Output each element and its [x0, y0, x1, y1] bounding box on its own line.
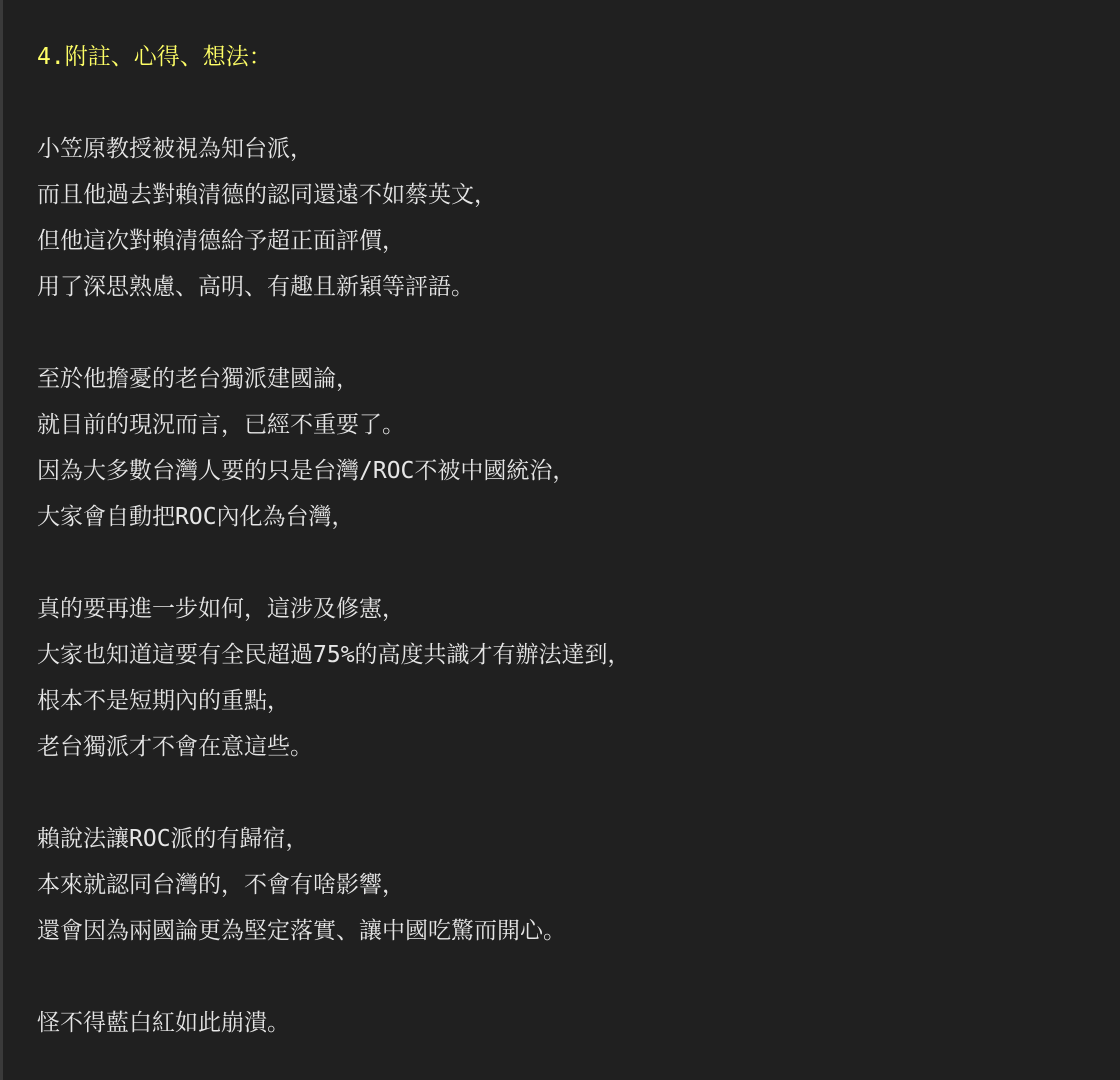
paragraph-5-line-1: 怪不得藍白紅如此崩潰。	[37, 1010, 290, 1036]
paragraph-1-line-4: 用了深思熟慮、高明、有趣且新穎等評語。	[37, 274, 474, 300]
paragraph-2-line-1: 至於他擔憂的老台獨派建國論，	[37, 366, 359, 392]
paragraph-3-line-3: 根本不是短期內的重點，	[37, 688, 290, 714]
paragraph-1-line-2: 而且他過去對賴清德的認同還遠不如蔡英文，	[37, 182, 497, 208]
paragraph-3-line-1: 真的要再進一步如何，這涉及修憲，	[37, 596, 405, 622]
paragraph-2-line-3: 因為大多數台灣人要的只是台灣/ROC不被中國統治，	[37, 458, 576, 484]
blank-line	[37, 310, 1100, 356]
post-body	[37, 34, 1100, 1046]
blank-line	[37, 770, 1100, 816]
paragraph-2-line-2: 就目前的現況而言，已經不重要了。	[37, 412, 405, 438]
paragraph-4-line-3: 還會因為兩國論更為堅定落實、讓中國吃驚而開心。	[37, 918, 566, 944]
paragraph-1-line-1: 小笠原教授被視為知台派，	[37, 136, 313, 162]
blank-line	[37, 540, 1100, 586]
paragraph-1-line-3: 但他這次對賴清德給予超正面評價，	[37, 228, 405, 254]
paragraph-4-line-1: 賴說法讓ROC派的有歸宿，	[37, 826, 309, 852]
paragraph-3-line-2: 大家也知道這要有全民超過75%的高度共識才有辦法達到，	[37, 642, 631, 668]
paragraph-4-line-2: 本來就認同台灣的，不會有啥影響，	[37, 872, 405, 898]
paragraph-3-line-4: 老台獨派才不會在意這些。	[37, 734, 313, 760]
paragraph-2-line-4: 大家會自動把ROC內化為台灣，	[37, 504, 355, 530]
blank-line	[37, 80, 1100, 126]
section-heading: 4.附註、心得、想法：	[37, 44, 272, 70]
blank-line	[37, 954, 1100, 1000]
